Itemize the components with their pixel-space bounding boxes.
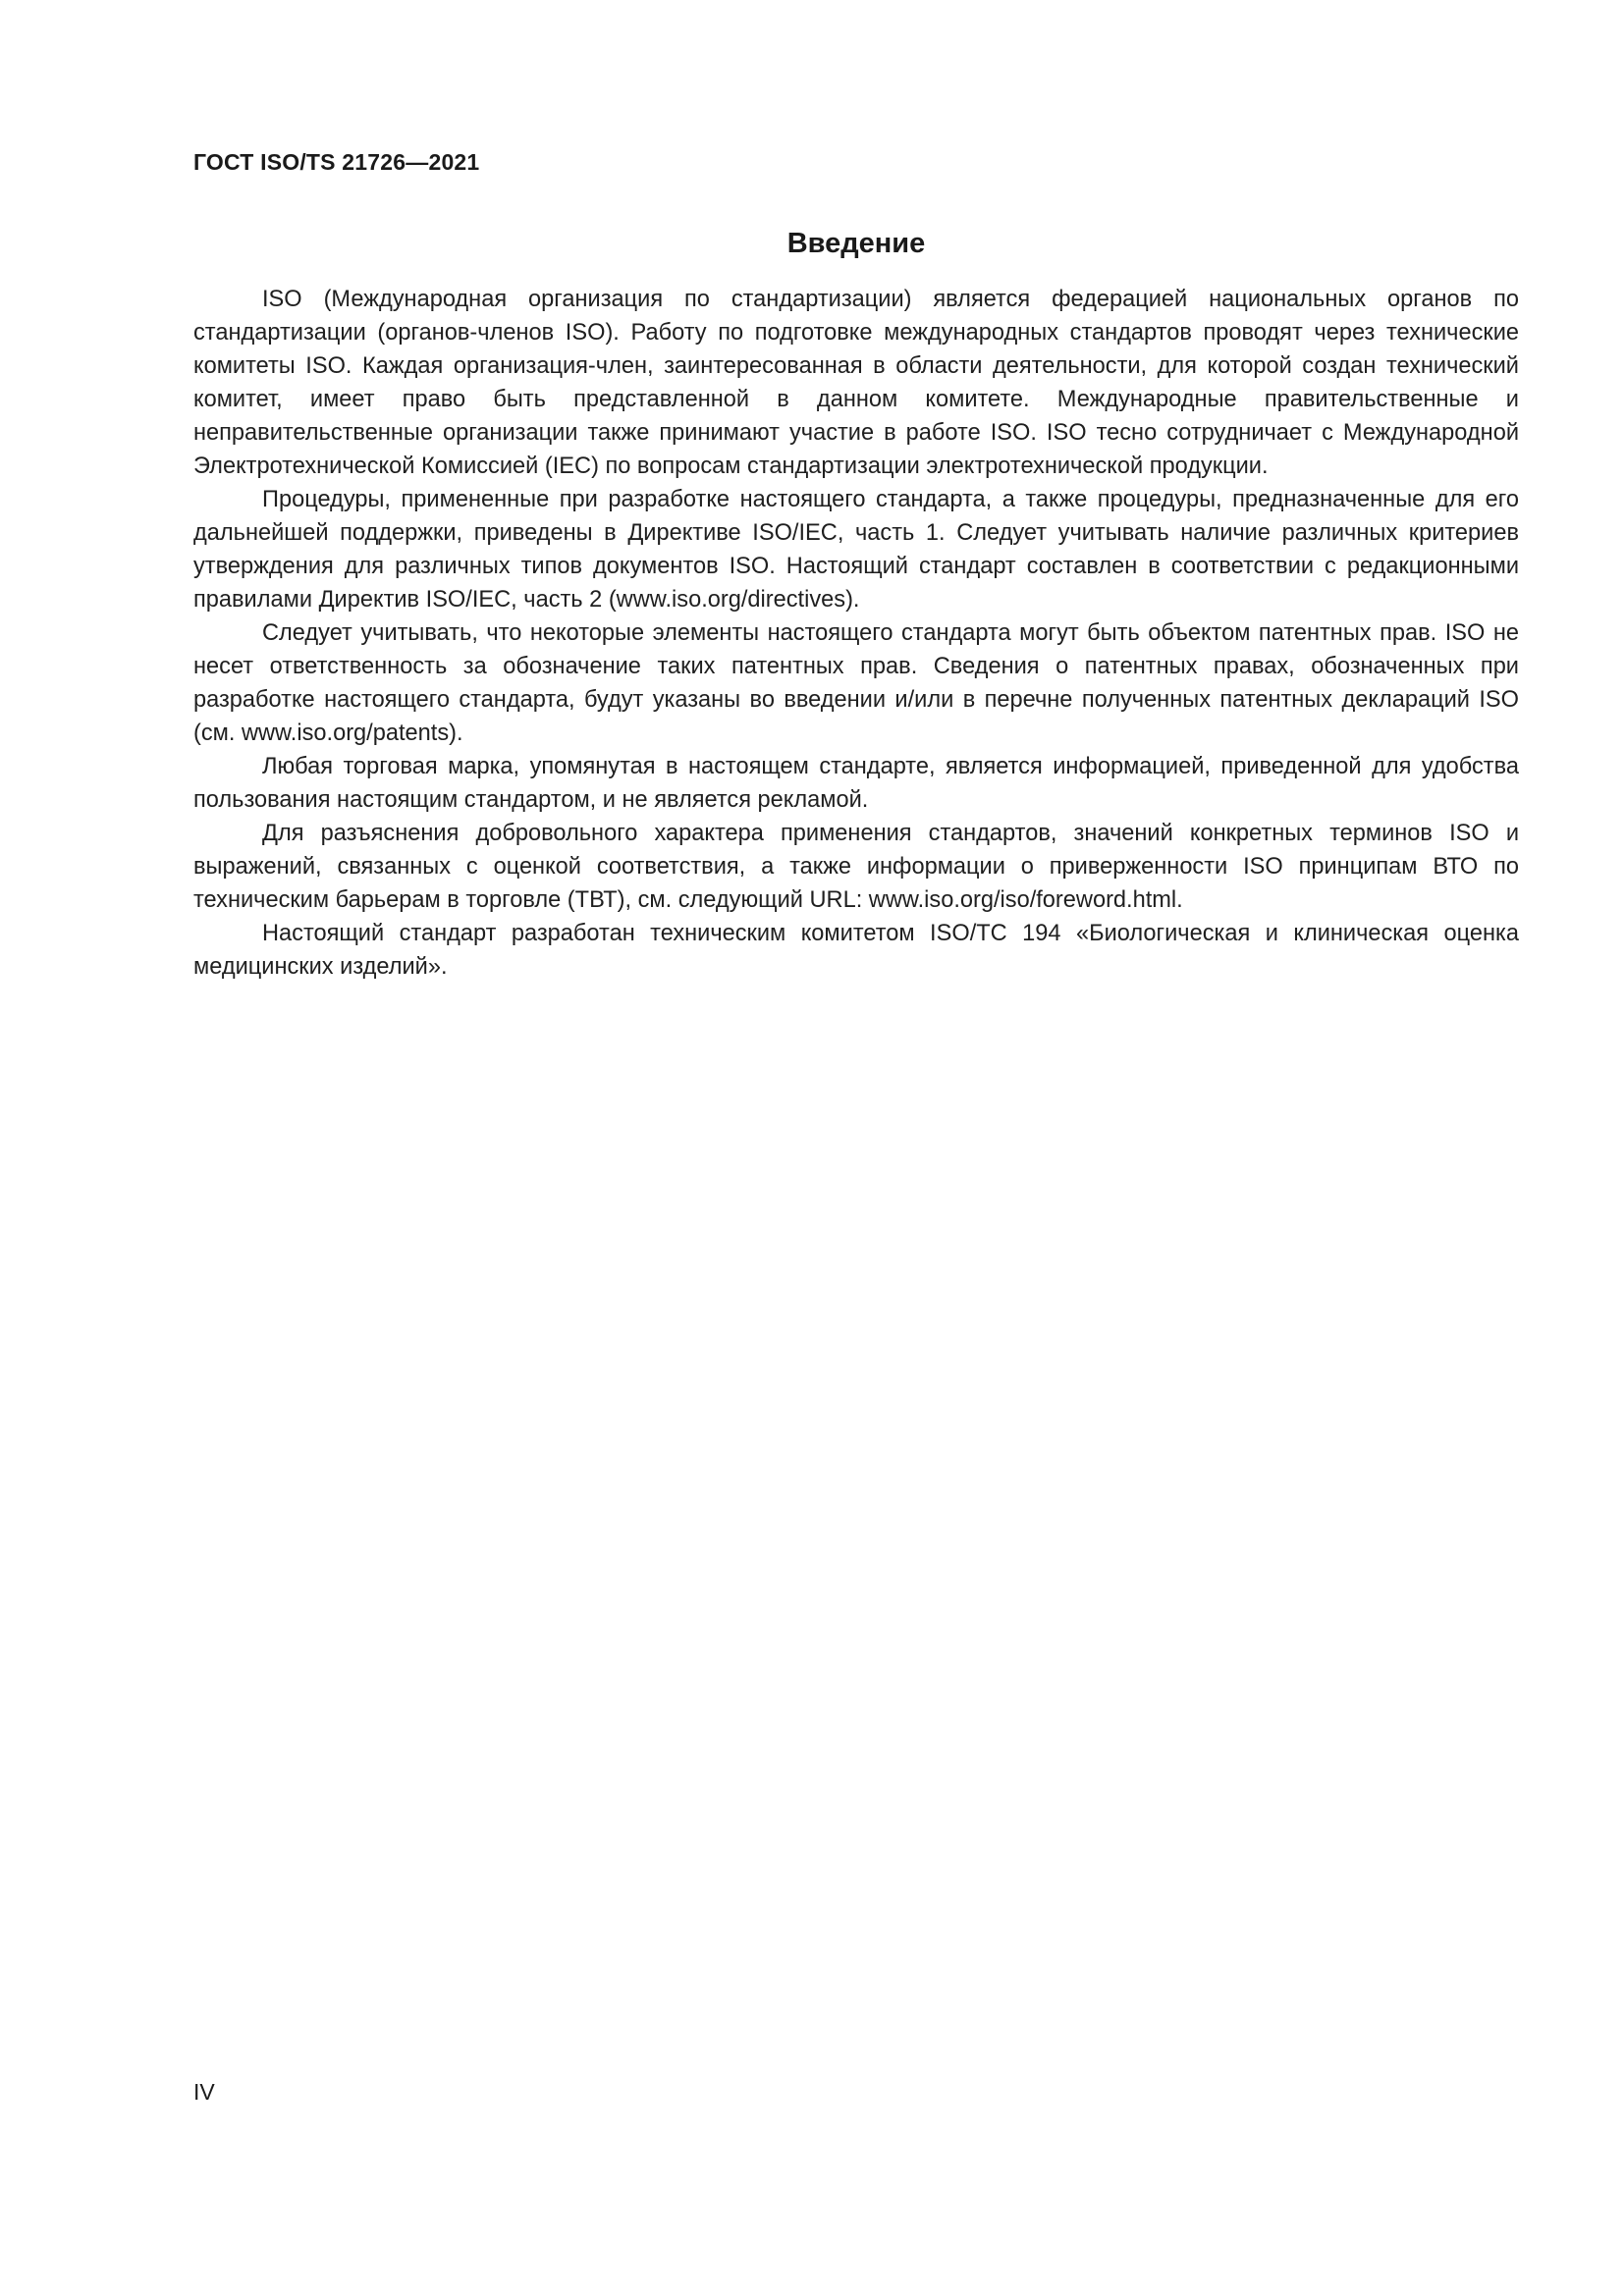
paragraph: Настоящий стандарт разработан техническим комитетом ISO/TC 194 «Биологическая и клиническая оценка медицинских изделий». [193, 921, 1519, 980]
paragraph: Процедуры, примененные при разработке настоящего стандарта, а также процедуры, предназначенные для его дальнейшей поддержки, приведены в Директиве ISO/IEC, часть 1. Следует учитывать наличие различных критериев утверждения для различных типов документов ISO. Настоящий стандарт составлен в соответствии с редакционными правилами Директив ISO/IEC, часть 2 (www.iso.org/directives). [193, 487, 1519, 613]
paragraph: Для разъяснения добровольного характера применения стандартов, значений конкретных терминов ISO и выражений, связанных с оценкой соответствия, а также информации о приверженности ISO принципам ВТО по техническим барьерам в торговле (ТВТ), см. следующий URL: www.iso.org/iso/foreword.html. [193, 821, 1519, 913]
paragraph: ISO (Международная организация по стандартизации) является федерацией национальных органов по стандартизации (органов-членов ISO). Работу по подготовке международных стандартов проводят через технические комитеты ISO. Каждая организация-член, заинтересованная в области деятельности, для которой создан технический комитет, имеет право быть представленной в данном комитете. Международные правительственные и неправительственные организации также принимают участие в работе ISO. ISO тесно сотрудничает с Международной Электротехнической Комиссией (IEC) по вопросам стандартизации электротехнической продукции. [193, 287, 1519, 479]
document-header: ГОСТ ISO/TS 21726—2021 [193, 149, 480, 175]
paragraph: Следует учитывать, что некоторые элементы настоящего стандарта могут быть объектом патентных прав. ISO не несет ответственность за обозначение таких патентных прав. Сведения о патентных правах, обозначенных при разработке настоящего стандарта, будут указаны во введении и/или в перечне полученных патентных деклараций ISO (см. www.iso.org/patents). [193, 620, 1519, 746]
paragraph: Любая торговая марка, упомянутая в настоящем стандарте, является информацией, приведенной для удобства пользования настоящим стандартом, и не является рекламой. [193, 754, 1519, 813]
body-text [193, 283, 1519, 984]
page-title: Введение [786, 228, 926, 259]
page-number: IV [193, 2079, 215, 2105]
